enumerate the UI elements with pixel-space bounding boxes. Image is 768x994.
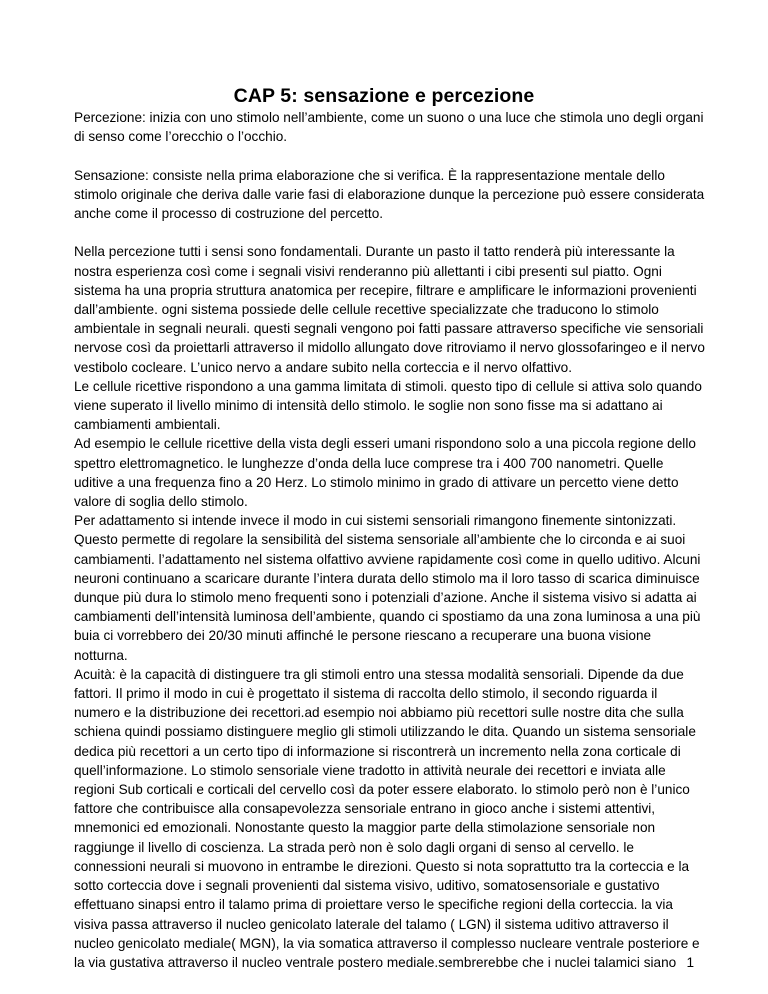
paragraph-esempio-vista: Ad esempio le cellule ricettive della vista degli esseri umani rispondono solo a una piccola regione dello spettro elettromagnetico. le lunghezze d’onda della luce comprese tra i 400 700 nanometri. Quelle uditive a una frequenza fino a 20 Herz. Lo stimolo minimo in grado di attivare un percetto viene detto valore di soglia dello stimolo. (74, 436, 696, 510)
paragraph-sensi: Nella percezione tutti i sensi sono fondamentali. Durante un pasto il tatto renderà più interessante la nostra esperienza così come i segnali visivi renderanno più allettanti i cibi presenti sul piatto. Ogni sistema ha una propria struttura anatomica per recepire, filtrare e amplificare le informazioni provenienti dall’ambiente. ogni sistema possiede delle cellule recettive specializzate che traducono lo stimolo ambientale in segnali neurali. questi segnali vengono poi fatti passare attraverso specifiche vie sensoriali nervose così da proiettarli attraverso il midollo allungato dove ritroviamo il nervo glossofaringeo e il nervo vestibolo cocleare. L’unico nervo a andare subito nella corteccia e il nervo olfattivo. (74, 244, 705, 375)
paragraph-percezione: Percezione: inizia con uno stimolo nell’ambiente, come un suono o una luce che stimola uno degli organi di senso come l’orecchio o l’occhio. (74, 110, 704, 145)
page-title: CAP 5: sensazione e percezione (233, 85, 535, 107)
paragraph-cellule-ricettive: Le cellule ricettive rispondono a una gamma limitata di stimoli. questo tipo di cellule si attiva solo quando viene superato il livello minimo di intensità dello stimolo. le soglie non sono fisse ma si adattano ai cambiamenti ambientali. (74, 378, 702, 433)
document-body (74, 108, 706, 972)
page-number: 1 (686, 955, 694, 970)
paragraph-sensazione: Sensazione: consiste nella prima elaborazione che si verifica. È la rappresentazione mentale dello stimolo originale che deriva dalle varie fasi di elaborazione dunque la percezione può essere considerata anche come il processo di costruzione del percetto. (74, 167, 705, 221)
paragraph-acuita: Acuità: è la capacità di distinguere tra gli stimoli entro una stessa modalità sensoriali. Dipende da due fattori. Il primo il modo in cui è progettato il sistema di raccolta dello stimolo, il secondo riguarda il numero e la distribuzione dei recettori.ad esempio noi abbiamo più recettori sulle nostre dita che sulla schiena quindi possiamo distinguere meglio gli stimoli utilizzando le dita. Quando un sistema sensoriale dedica più recettori a un certo tipo di informazione si riscontrerà un incremento nella zona corticale di quell’informazione. Lo stimolo sensoriale viene tradotto in attività neurale dei recettori e inviata alle regioni Sub corticali e corticali del cervello così da poter essere elaborato. lo stimolo però non è l’unico fattore che contribuisce alla consapevolezza sensoriale entrano in gioco anche i sistemi attentivi, mnemonici ed emozionali. Nonostante questo la maggior parte della stimolazione sensoriale non raggiunge il livello di coscienza. La strada però non è solo dagli organi di senso al cervello. le connessioni neurali si muovono in entrambe le direzioni. Questo si nota soprattutto tra la corteccia e la sotto corteccia dove i segnali provenienti dal sistema visivo, uditivo, somatosensoriale e gustativo effettuano sinapsi entro il talamo prima di proiettare verso le specifiche regioni della corteccia. la via visiva passa attraverso il nucleo genicolato laterale del talamo ( LGN) il sistema uditivo attraverso il nucleo genicolato mediale( MGN), la via somatica attraverso il complesso nucleare ventrale posteriore e la via gustativa attraverso il nucleo ventrale postero mediale.sembrerebbe che i nuclei talamici siano (74, 666, 700, 970)
paragraph-adattamento: Per adattamento si intende invece il modo in cui sistemi sensoriali rimangono finemente sintonizzati. Questo permette di regolare la sensibilità del sistema sensoriale all’ambiente che lo circonda e ai suoi cambiamenti. l’adattamento nel sistema olfattivo avviene rapidamente così come in quello uditivo. Alcuni neuroni continuano a scaricare durante l’intera durata dello stimolo ma il loro tasso di scarica diminuisce dunque più dura lo stimolo meno frequenti sono i potenziali d’azione. Anche il sistema visivo si adatta ai cambiamenti dell’intensità luminosa dell’ambiente, quando ci spostiamo da una zona luminosa a una più buia ci vorrebbero dei 20/30 minuti affinché le persone riescano a recuperare una buona visione notturna. (74, 513, 701, 663)
